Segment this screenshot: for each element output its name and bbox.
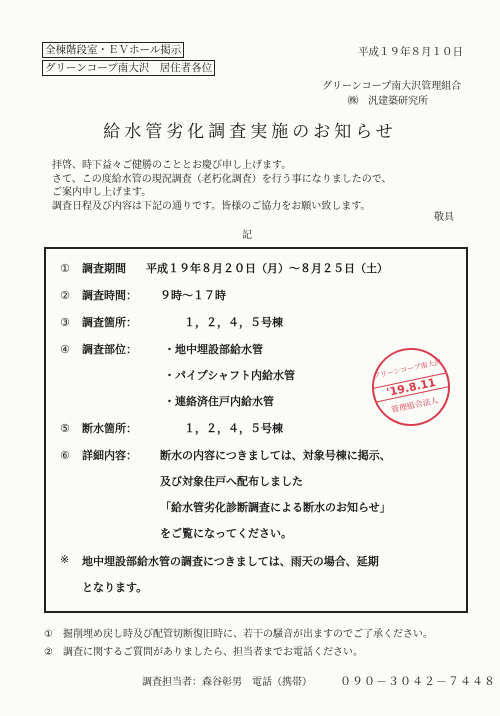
item-number: ⑤ <box>60 422 70 435</box>
remark-mark: ※ <box>60 553 70 566</box>
item-6 <box>60 447 137 463</box>
ki-mark: 記 <box>242 230 252 241</box>
remark-line-1: 地中埋設部給水管の調査につきましては、雨天の場合、延期 <box>82 555 379 568</box>
item-4-value-1: ・地中埋設部給水管 <box>164 343 263 356</box>
item-3-value: １，２，４，５号棟 <box>184 316 283 329</box>
item-5-value: １，２，４，５号棟 <box>184 422 283 435</box>
item-5 <box>60 420 137 436</box>
stamp-date: '19.8.11 <box>373 372 449 402</box>
item-label: 断水箇所： <box>82 422 137 435</box>
contact-phone: ０９０－３０４２－７４４８ <box>340 675 496 688</box>
intro-line-3: ご案内申し上げます。 <box>52 187 152 198</box>
posting-location: 全棟階段室・ＥＶホール掲示 <box>42 42 184 58</box>
item-2 <box>60 287 137 303</box>
recipients: グリーンコープ南大沢 居住者各位 <box>42 60 215 76</box>
issue-date: 平成１９年８月１０日 <box>358 46 463 58</box>
remark-line-2: となります。 <box>82 581 148 594</box>
item-label: 詳細内容： <box>82 449 137 462</box>
org-primary: グリーンコープ南大沢管理組合 <box>322 81 462 92</box>
contact-info <box>142 673 496 689</box>
item-label: 調査期間 <box>82 262 126 275</box>
item-number: ⑥ <box>60 449 70 462</box>
item-label: 調査部位： <box>82 343 137 356</box>
item-label: 調査時間： <box>82 289 137 302</box>
item-number: ② <box>60 289 70 302</box>
contact-text: 調査担当者：森谷彰男 電話（携帯） <box>142 677 312 688</box>
stamp-top-text: グリーンコープ南大沢 <box>372 358 443 381</box>
item-number: ① <box>60 262 70 275</box>
item-6-value-1: 断水の内容につきましては、対象号棟に掲示、 <box>160 449 391 462</box>
item-4-value-2: ・パイプシャフト内給水管 <box>164 369 296 382</box>
stamp-bottom-text: 管理組合法人 <box>390 395 440 415</box>
item-6-value-2: 及び対象住戸へ配布しました <box>160 475 303 488</box>
org-secondary: ㈱ 汎建築研究所 <box>348 96 428 107</box>
page-title: 給水管劣化調査実施のお知らせ <box>103 122 397 142</box>
item-label: 調査箇所： <box>82 316 137 329</box>
intro-line-2: さて、この度給水管の現況調査（老朽化調査）を行う事になりましたので、 <box>52 174 392 185</box>
item-6-value-3: 「給水管劣化診断調査による断水のお知らせ」 <box>160 501 391 514</box>
item-6-value-4: をご覧になってください。 <box>160 527 292 540</box>
item-1-value: 平成１９年８月２０日（月）～８月２５日（土） <box>146 262 388 275</box>
closing-kigu: 敬具 <box>434 212 454 223</box>
note-1: ① 掘削埋め戻し時及び配管切断復旧時に、若干の騒音が出ますのでご了承ください。 <box>44 629 433 640</box>
intro-line-1: 拝啓、時下益々ご健勝のこととお慶び申し上げます。 <box>52 160 292 171</box>
intro-line-4: 調査日程及び内容は下記の通りです。皆様のご協力をお願い致します。 <box>52 201 371 212</box>
item-number: ③ <box>60 316 70 329</box>
note-2: ② 調査に関するご質問がありましたら、担当者までお電話ください。 <box>44 647 363 658</box>
item-4 <box>60 341 137 357</box>
item-1 <box>60 260 126 276</box>
item-2-value: ９時～１７時 <box>160 289 226 302</box>
item-3 <box>60 314 137 330</box>
item-4-value-3: ・連絡済住戸内給水管 <box>164 395 274 408</box>
item-number: ④ <box>60 343 70 356</box>
